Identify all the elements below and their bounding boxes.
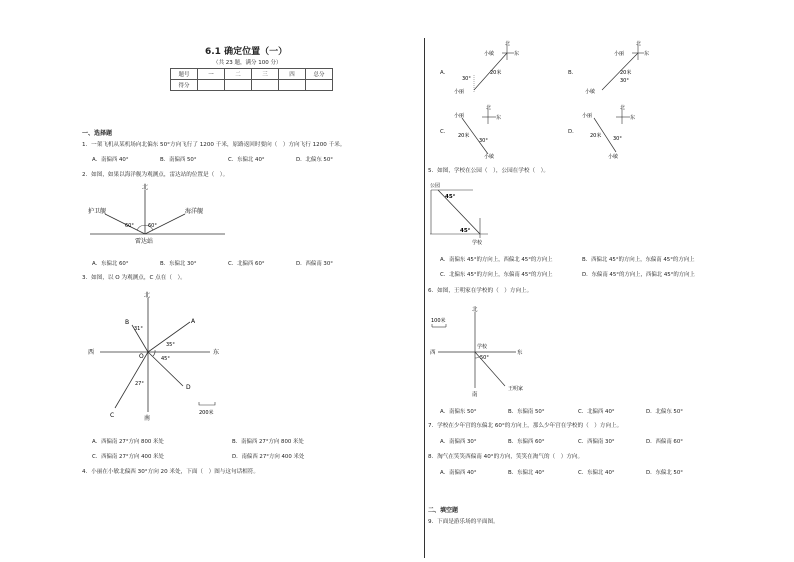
q3-ray-c	[115, 352, 148, 408]
q7-option-b[interactable]: B．东偏西 60°	[508, 439, 545, 445]
q2-left-label: 护卫舰	[88, 208, 107, 215]
svg-text:20米: 20米	[458, 133, 470, 139]
q5-figure	[428, 178, 518, 248]
svg-text:东: 东	[630, 115, 636, 121]
question-5-text: 5．如图，学校在公园（ ），公园在学校（ ）。	[428, 168, 550, 174]
q1-option-c[interactable]: C．东偏北 40°	[228, 157, 265, 163]
q2-option-a[interactable]: A．东偏北 60°	[92, 261, 129, 267]
svg-text:小丽: 小丽	[582, 113, 593, 119]
svg-text:20米: 20米	[590, 133, 602, 139]
svg-text:北: 北	[486, 105, 492, 111]
q2-option-d[interactable]: D．西偏南 30°	[296, 261, 333, 267]
q6-option-b[interactable]: B．东偏南 50°	[508, 409, 545, 415]
column-divider	[424, 38, 425, 558]
svg-text:30°: 30°	[620, 78, 629, 84]
q2-option-c[interactable]: C．北偏西 60°	[228, 261, 265, 267]
score-cell[interactable]	[252, 80, 279, 91]
q5-school-label: 学校	[472, 240, 483, 246]
q3-point-c: C	[110, 412, 115, 419]
q6-school-label: 学校	[477, 344, 488, 350]
q3-angle-31: 31°	[134, 326, 143, 332]
q2-north-label: 北	[142, 184, 149, 191]
q8-option-a[interactable]: A．南偏西 40°	[440, 470, 477, 476]
q3-scale-bar	[199, 402, 215, 405]
question-8-text: 8．淘气在笑笑西偏南 40°的方向，笑笑在淘气的（ ）方向。	[428, 454, 584, 460]
score-header-cell: 总分	[306, 69, 333, 80]
q3-figure	[85, 290, 235, 425]
q4-option-a-letter[interactable]: A．	[440, 70, 450, 76]
q3-south-label: 南	[144, 415, 151, 422]
q3-origin-label: O	[139, 353, 144, 360]
svg-text:小敏: 小敏	[608, 154, 619, 159]
q2-figure	[85, 180, 235, 250]
q3-east-label: 东	[213, 349, 220, 356]
page-subtitle: （共 23 题，满分 100 分）	[213, 60, 282, 66]
score-header-cell: 三	[252, 69, 279, 80]
q3-angle-35: 35°	[166, 342, 175, 348]
q6-angle: 50°	[480, 355, 489, 361]
q8-option-b[interactable]: B．东偏北 40°	[508, 470, 545, 476]
q6-home-label: 王明家	[508, 386, 524, 392]
q6-option-d[interactable]: D．北偏东 50°	[646, 409, 683, 415]
svg-text:东: 东	[514, 51, 520, 57]
q3-point-d: D	[186, 384, 191, 391]
svg-text:小敏: 小敏	[484, 51, 495, 57]
q2-angle-2: 60°	[148, 223, 157, 229]
q5-angle-1: 45°	[445, 194, 456, 200]
q8-option-c[interactable]: C．东偏北 40°	[578, 470, 615, 476]
q4-option-b-figure[interactable]	[580, 40, 655, 95]
q3-north-label: 北	[144, 292, 151, 299]
question-6-text: 6．如图，王明家在学校的（ ）方向上。	[428, 288, 533, 294]
svg-text:20米: 20米	[490, 70, 502, 76]
q5-option-c[interactable]: C．北偏东 45°的方向上，东偏南 45°的方向上	[440, 272, 553, 278]
q6-east-label: 东	[517, 350, 523, 356]
score-header-cell: 题号	[171, 69, 198, 80]
score-cell[interactable]	[225, 80, 252, 91]
page-title: 6.1 确定位置（一）	[205, 47, 288, 57]
q2-bottom-label: 雷达站	[135, 238, 154, 245]
score-cell[interactable]	[198, 80, 225, 91]
question-7-text: 7．学校在少年宫的东偏北 60°的方向上，那么少年宫在学校的（ ）方向上。	[428, 423, 623, 429]
score-table	[170, 68, 333, 91]
score-table-score-row	[171, 80, 333, 91]
q5-option-a[interactable]: A．南偏东 45°的方向上，西偏北 45°的方向上	[440, 257, 553, 263]
q8-option-d[interactable]: D．东偏北 50°	[646, 470, 683, 476]
svg-text:30°: 30°	[462, 76, 471, 82]
q3-angle-45: 45°	[161, 356, 170, 362]
q1-option-a[interactable]: A．南偏西 40°	[92, 157, 129, 163]
q6-option-a[interactable]: A．南偏东 50°	[440, 409, 477, 415]
question-1-text: 1．一架飞机从某机场向北偏东 50°方向飞行了 1200 千米，原路返回时要向（ ）方向飞行 1200 千米。	[82, 142, 346, 148]
q1-option-d[interactable]: D．北偏东 50°	[296, 157, 333, 163]
q2-angle-1: 60°	[125, 223, 134, 229]
score-header-cell: 一	[198, 69, 225, 80]
question-3-text: 3．如图，以 O 为观测点，C 点在（ ）。	[82, 275, 186, 281]
question-4-text: 4．小丽在小敏北偏西 30°方向 20 米处，下面（ ）图与这句话相符。	[82, 469, 259, 475]
q3-option-a[interactable]: A．西偏南 27°方向 800 米处	[92, 439, 164, 445]
q3-point-b: B	[125, 319, 130, 326]
q4-option-c-letter[interactable]: C．	[440, 129, 450, 135]
svg-text:30°: 30°	[479, 138, 488, 144]
q4-option-c-figure[interactable]	[452, 104, 527, 159]
q7-option-c[interactable]: C．西偏南 30°	[578, 439, 615, 445]
q3-west-label: 西	[88, 349, 95, 356]
q6-north-label: 北	[472, 307, 478, 313]
q6-option-c[interactable]: C．北偏西 40°	[578, 409, 615, 415]
svg-text:北: 北	[636, 41, 642, 47]
svg-text:小敏: 小敏	[484, 154, 495, 159]
q7-option-d[interactable]: D．西偏南 60°	[646, 439, 683, 445]
q6-west-label: 西	[430, 350, 436, 356]
svg-text:北: 北	[620, 105, 626, 111]
q3-option-c[interactable]: C．西偏南 27°方向 400 米处	[92, 454, 164, 460]
section-heading-choice: 一、选择题	[82, 130, 113, 137]
q3-angle-arc	[153, 350, 155, 356]
svg-text:20米: 20米	[620, 70, 632, 76]
q4-option-b-letter[interactable]: B．	[568, 70, 578, 76]
svg-text:东: 东	[644, 51, 650, 57]
q2-option-b[interactable]: B．东偏北 30°	[160, 261, 197, 267]
score-cell[interactable]	[306, 80, 333, 91]
q3-angle-27: 27°	[135, 381, 144, 387]
score-header-cell: 四	[279, 69, 306, 80]
q2-right-label: 海洋舰	[185, 208, 204, 215]
score-cell[interactable]	[279, 80, 306, 91]
q5-park-label: 公园	[430, 183, 441, 189]
q5-option-b[interactable]: B．西偏北 45°的方向上，东偏南 45°的方向上	[582, 257, 695, 263]
q3-option-b[interactable]: B．南偏西 27°方向 800 米处	[232, 439, 304, 445]
q3-scale-label: 200米	[199, 410, 214, 416]
question-9-text: 9．下面是游乐场的平面图。	[428, 519, 499, 525]
svg-text:小敏: 小敏	[585, 89, 596, 95]
q3-point-a: A	[191, 318, 196, 325]
svg-text:小丽: 小丽	[454, 89, 465, 95]
q4-option-d-figure[interactable]	[580, 104, 655, 159]
question-2-text: 2．如图，如果以海洋舰为观测点，雷达站的位置是（ ）。	[82, 172, 229, 178]
score-header-cell: 二	[225, 69, 252, 80]
section-heading-fill: 二、填空题	[428, 507, 459, 514]
svg-text:小丽: 小丽	[454, 113, 465, 119]
q3-option-d[interactable]: D．南偏西 27°方向 400 米处	[232, 454, 305, 460]
svg-text:北: 北	[505, 41, 511, 47]
q6-scale-label: 100米	[431, 318, 446, 324]
q4-option-a-figure[interactable]	[452, 40, 527, 95]
score-table-header-row	[171, 69, 333, 80]
q7-option-a[interactable]: A．南偏西 30°	[440, 439, 477, 445]
q6-figure	[428, 302, 533, 400]
q5-angle-2: 45°	[460, 228, 471, 234]
q4-option-d-letter[interactable]: D．	[568, 129, 578, 135]
q5-option-d[interactable]: D．东偏南 45°的方向上，西偏北 45°的方向上	[582, 272, 695, 278]
score-row-label: 得分	[171, 80, 198, 91]
svg-text:小丽: 小丽	[614, 51, 625, 57]
q1-option-b[interactable]: B．南偏西 50°	[160, 157, 197, 163]
svg-text:东: 东	[496, 115, 502, 121]
q6-south-label: 南	[472, 392, 478, 398]
svg-text:30°: 30°	[613, 136, 622, 142]
